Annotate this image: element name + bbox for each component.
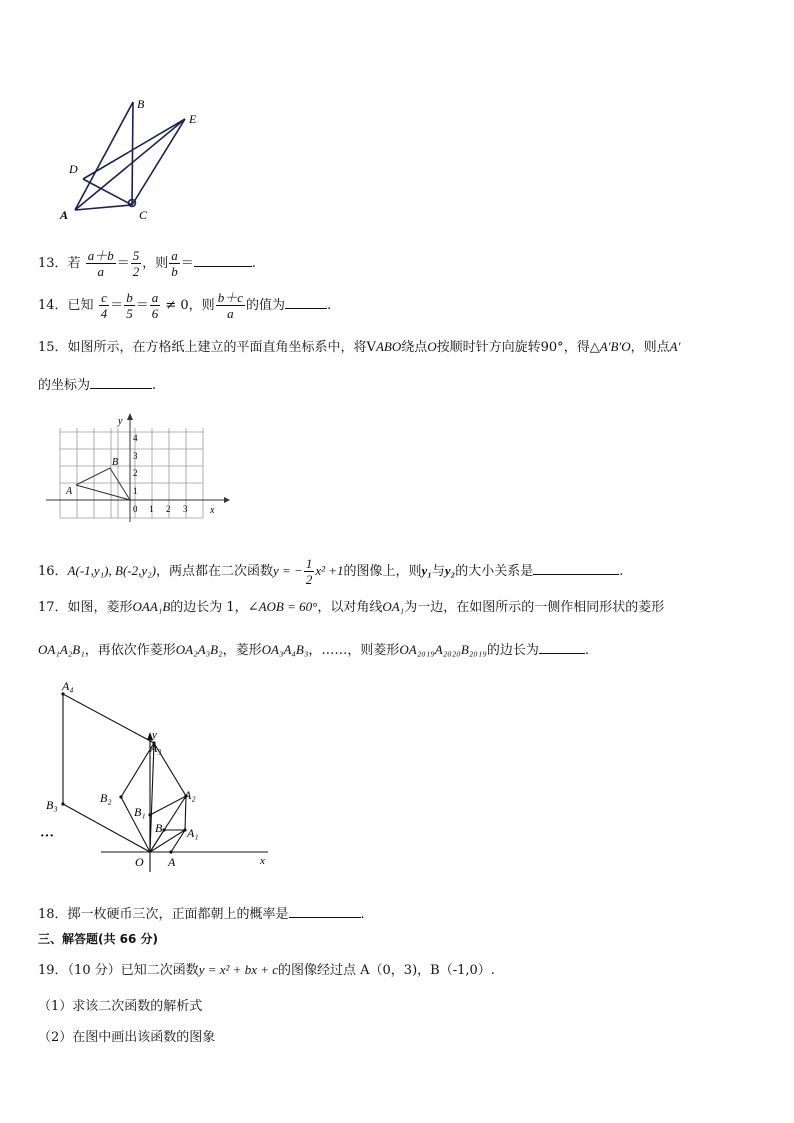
q15-text-2: 绕点 <box>401 340 428 355</box>
q14-end: . <box>326 298 332 313</box>
segment-AE <box>75 119 185 210</box>
q16-function-pre: y = − <box>273 563 303 578</box>
q13-f3-numerator: a <box>171 248 178 263</box>
label-y: y <box>152 729 157 741</box>
q16-function-post: x² +1 <box>315 563 344 578</box>
q16-fraction <box>304 556 315 587</box>
q15-point-a-prime: A′ <box>669 339 681 354</box>
q13-f2-denominator: 2 <box>132 264 140 279</box>
label-a3: A₃ <box>150 741 162 755</box>
q16-y2: y₂ <box>444 563 456 578</box>
grid-x-label: x <box>210 505 215 516</box>
q18-text: 18．掷一枚硬币三次，正面都朝上的概率是 <box>38 907 289 922</box>
segment-BC <box>132 102 133 205</box>
label-B: B <box>137 97 145 111</box>
q13-f3-denominator: b <box>171 264 178 279</box>
q17-angle: ∠AOB = 60° <box>247 599 318 614</box>
question-13 <box>38 248 256 279</box>
label-A: A <box>60 208 69 222</box>
q17-text-7: ，……，则菱形 <box>308 643 400 658</box>
grid-y-tick-1: 1 <box>133 486 138 496</box>
q14-text-mid: ，则 <box>188 298 215 313</box>
q13-equals-1: ＝ <box>116 256 130 271</box>
q15-point-o: O <box>427 339 437 354</box>
q13-fraction-1 <box>86 248 116 279</box>
q17-text-3: ，以对角线 <box>317 600 383 615</box>
q14-equals-1: ＝ <box>110 298 124 313</box>
question-18 <box>38 903 365 925</box>
q13-end: . <box>251 256 256 271</box>
label-b3: B₃ <box>46 798 58 812</box>
segment-EC <box>132 119 185 205</box>
question-17-line-2 <box>38 639 589 661</box>
label-D: D <box>69 162 78 176</box>
grid-y-tick-4: 4 <box>133 433 138 443</box>
label-a2: A₂ <box>184 788 196 802</box>
q14-text-post: 的值为 <box>245 298 285 313</box>
section-title: 三、解答题(共 66 分) <box>38 932 159 946</box>
label-a1: A₁ <box>187 826 199 840</box>
geometry-figure-triangles <box>55 95 215 225</box>
label-x: x <box>260 855 265 867</box>
q16-f-numerator: 1 <box>305 556 313 571</box>
label-E: E <box>189 112 197 126</box>
q17-rhombus-2: OA₁A₂B₁ <box>38 642 85 657</box>
q19-subquestion-1: （1）求该二次函数的解析式 <box>38 999 203 1014</box>
q14-f4-numerator: b＋c <box>217 290 243 305</box>
q17-text-2: 的边长为 1， <box>170 600 248 615</box>
grid-x-tick-1: 1 <box>149 504 154 514</box>
q17-rhombus-4: OA₃A₄B₃ <box>261 642 309 657</box>
q15-degree: 90° <box>540 340 564 355</box>
q15-rotated-triangle: A′B′O <box>599 339 631 354</box>
q13-equals-2: ＝ <box>180 256 194 271</box>
q18-end: . <box>360 907 365 922</box>
question-19 <box>38 960 495 981</box>
q17-text-1: 17．如图，菱形 <box>38 600 133 615</box>
q17-rhombus-1: OAA₁B <box>132 599 171 614</box>
q14-answer-blank[interactable] <box>285 294 327 309</box>
grid-y-tick-3: 3 <box>133 451 138 461</box>
q13-answer-blank[interactable] <box>194 252 252 267</box>
q14-f3-numerator: a <box>151 290 159 305</box>
label-b: B <box>155 821 163 835</box>
q14-equals-2: ＝ <box>135 298 149 313</box>
q13-f1-denominator: a <box>97 264 104 279</box>
grid-y-tick-2: 2 <box>133 468 138 478</box>
grid-x-tick-3: 3 <box>183 504 188 514</box>
q13-f2-numerator: 5 <box>132 248 140 263</box>
q15-text-4: ，得△ <box>563 340 600 355</box>
q14-f2-denominator: 5 <box>126 306 133 321</box>
question-15-line-2 <box>38 374 156 396</box>
q14-f1-denominator: 4 <box>100 306 108 321</box>
y-axis-arrow <box>127 413 133 420</box>
segment-AC <box>75 205 132 210</box>
grid-origin-label: 0 <box>133 504 138 514</box>
q15-answer-blank[interactable] <box>90 374 152 389</box>
q17-text-4: 为一边，在如图所示的一侧作相同形状的菱形 <box>404 600 665 615</box>
q19-text-post: 的图像经过点 A（0，3)，B（-1,0）. <box>278 963 495 978</box>
q13-fraction-3 <box>169 248 180 279</box>
q13-fraction-2 <box>131 248 142 279</box>
q16-points: A(-1,y₁), B(-2,y₂) <box>67 563 156 578</box>
q14-fraction-2 <box>124 290 135 321</box>
q19-subquestion-2: （2）在图中画出该函数的图象 <box>38 1030 216 1045</box>
q14-f4-denominator: a <box>227 306 234 321</box>
q14-fraction-3 <box>150 290 161 321</box>
q16-number: 16． <box>38 564 68 579</box>
segment-AB <box>75 102 133 210</box>
q13-f1-numerator: a＋b <box>87 248 114 263</box>
question-17-line-1 <box>38 597 664 618</box>
grid-point-a: A <box>66 486 73 497</box>
q16-text-1: ，两点都在二次函数 <box>155 564 273 579</box>
coordinate-grid-figure <box>44 410 234 525</box>
q13-number: 13． <box>38 256 68 271</box>
q14-f3-denominator: 6 <box>151 306 159 321</box>
q16-text-2: 的图像上，则 <box>343 564 422 579</box>
label-o: O <box>135 855 144 869</box>
q17-rhombus-n: OA₂₀₁₉A₂₀₂₀B₂₀₁₉ <box>399 642 487 657</box>
grid-y-label: y <box>118 416 123 427</box>
q18-answer-blank[interactable] <box>289 903 361 918</box>
ellipsis: ··· <box>40 829 55 844</box>
q16-y1: y₁ <box>421 563 432 578</box>
q19-function: y = x² + bx + c <box>198 962 279 977</box>
q17-answer-blank[interactable] <box>539 639 585 654</box>
q14-not-equal: ≠ 0 <box>165 298 189 313</box>
q13-text-pre: 若 <box>67 256 81 271</box>
segment-DE <box>83 119 185 179</box>
q14-number: 14． <box>38 298 68 313</box>
q16-text-3: 的大小关系是 <box>455 564 534 579</box>
q14-fraction-1 <box>99 290 110 321</box>
q16-answer-blank[interactable] <box>533 560 619 575</box>
rhombus-spiral-figure <box>36 676 286 876</box>
q14-f1-numerator: c <box>99 290 110 306</box>
q17-text-6: ，菱形 <box>222 643 262 658</box>
q15-text-3: 按顺时针方向旋转 <box>436 340 541 355</box>
q17-end: . <box>584 643 589 658</box>
q17-rhombus-3: OA₂A₃B₂ <box>175 642 223 657</box>
label-a4: A₄ <box>62 679 74 693</box>
q15-text-6: 的坐标为 <box>38 378 91 393</box>
q17-text-8: 的边长为 <box>486 643 539 658</box>
q17-text-5: ，再依次作菱形 <box>84 643 176 658</box>
q19-text-pre: 19．（10 分）已知二次函数 <box>38 963 199 978</box>
q16-and: 与 <box>431 564 445 579</box>
question-15-line-1 <box>38 337 680 358</box>
q15-triangle-symbol: V <box>366 340 376 355</box>
q15-text-5: ，则点 <box>630 340 670 355</box>
q15-abo: ABO <box>375 339 402 354</box>
x-axis-arrow <box>224 497 230 503</box>
label-a: A <box>168 855 176 869</box>
q14-text-pre: 已知 <box>67 298 94 313</box>
q17-diagonal: OA₁ <box>382 599 405 614</box>
q15-text-1: 15．如图所示，在方格纸上建立的平面直角坐标系中，将 <box>38 340 367 355</box>
label-b1: B₁ <box>134 805 146 819</box>
q14-fraction-4 <box>216 290 245 321</box>
label-b2: B₂ <box>100 791 112 805</box>
q15-end: . <box>152 378 157 393</box>
grid-point-b: B <box>112 457 119 468</box>
q14-f2-numerator: b <box>126 290 133 305</box>
triangle-abo <box>76 468 130 500</box>
question-14 <box>38 290 331 321</box>
question-16 <box>38 556 623 587</box>
grid-x-tick-2: 2 <box>166 504 171 514</box>
q16-f-denominator: 2 <box>305 572 313 587</box>
q13-text-mid: ，则 <box>142 256 169 271</box>
rhombus-oa3a4b3 <box>63 694 154 852</box>
q16-end: . <box>619 564 624 579</box>
label-C: C <box>139 208 148 222</box>
